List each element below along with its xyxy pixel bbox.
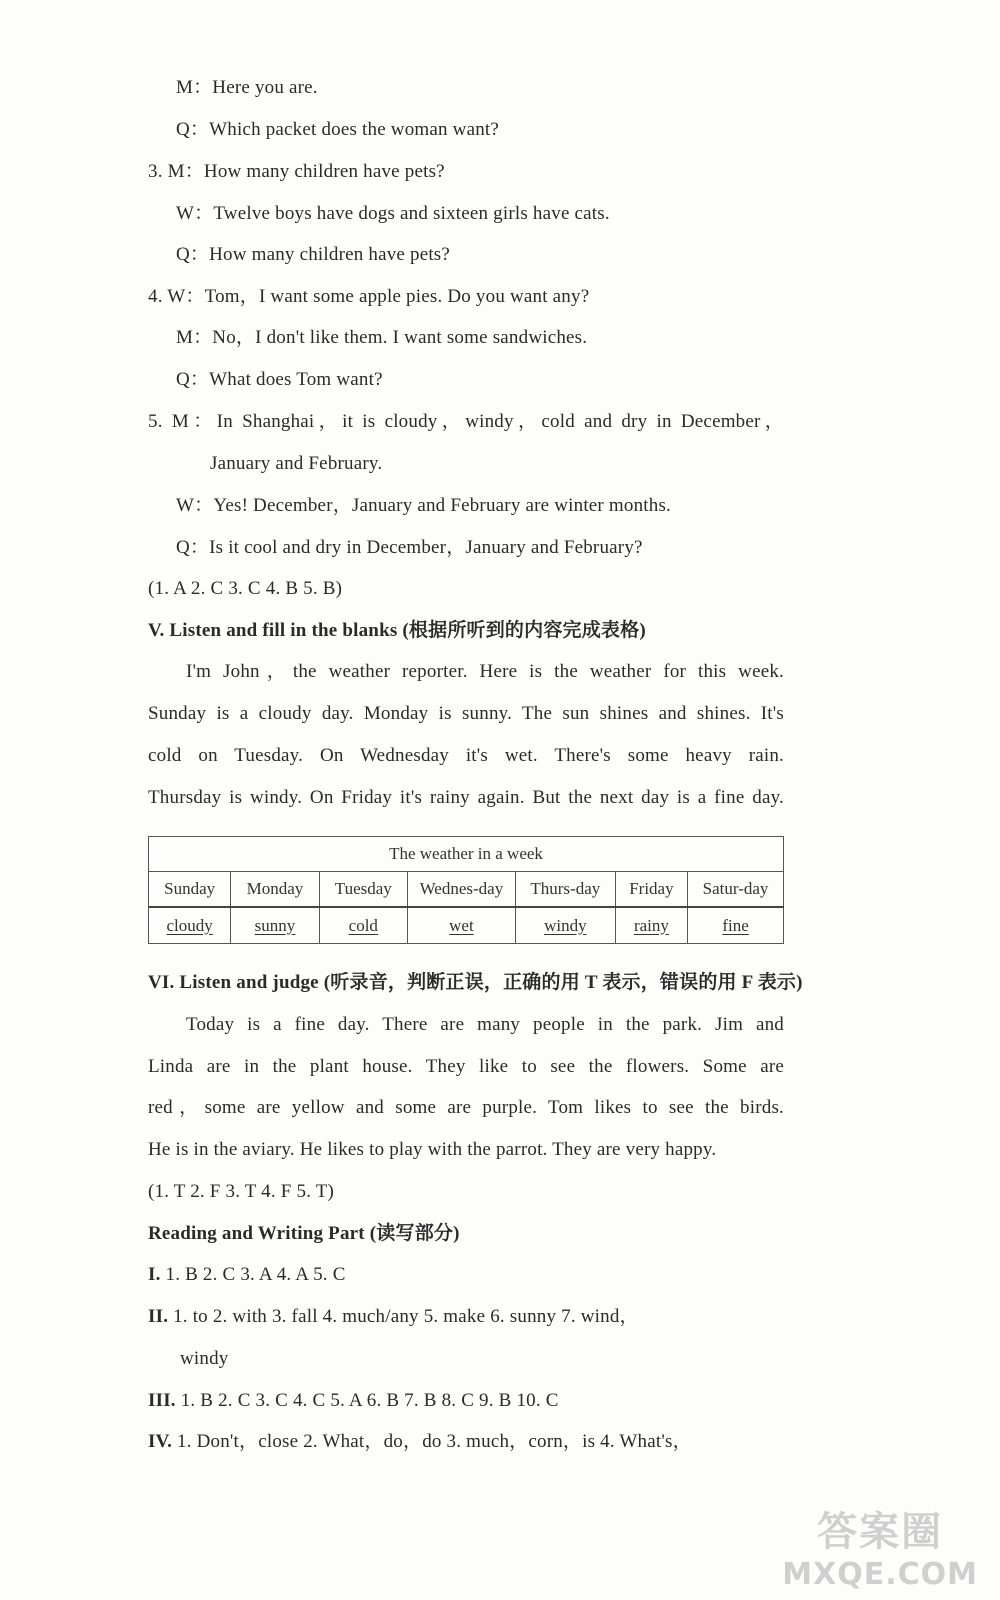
dialogue-line: Q：Which packet does the woman want? (176, 119, 500, 140)
answer-row-ii (148, 1305, 784, 1329)
row-number: II. (148, 1306, 169, 1327)
table-weather-cell (231, 907, 319, 944)
weather-answer: windy (544, 915, 587, 935)
dialogue-line: 5. M：In Shanghai，it is cloudy，windy，cold and dry in December， (148, 411, 784, 432)
table-day-cell: Friday (615, 872, 687, 908)
weather-answer: wet (449, 915, 474, 935)
row-number: I. (148, 1264, 161, 1285)
table-day-cell: Satur-day (688, 872, 784, 908)
answer-row-iii (148, 1389, 559, 1413)
row-answers: 1. B 2. C 3. A 4. A 5. C (165, 1264, 346, 1285)
table-day-cell: Sunday (149, 872, 231, 908)
weather-answer: cold (348, 915, 378, 935)
answer-key-iv: (1. A 2. C 3. C 4. B 5. B) (148, 578, 343, 599)
row-answers: 1. Don't，close 2. What，do，do 3. much，corn，is 4. What's， (176, 1431, 692, 1452)
dialogue-line: 4. W：Tom，I want some apple pies. Do you want any? (148, 286, 590, 307)
dialogue-line: M：Here you are. (176, 77, 318, 98)
dialogue-line: Q：How many children have pets? (176, 244, 451, 265)
passage-line: Today is a fine day. There are many people in the park. Jim and (186, 1014, 784, 1035)
watermark-line2: MXQE.COM (782, 1557, 978, 1592)
answer-row-i (148, 1263, 346, 1287)
answer-row-iv (148, 1430, 692, 1454)
weather-answer: cloudy (166, 915, 213, 935)
weather-answer: sunny (254, 915, 296, 935)
section-v-heading: V. Listen and fill in the blanks (根据所听到的内容完成表格) (148, 620, 646, 641)
table-weather-cell (319, 907, 407, 944)
dialogue-line: January and February. (210, 453, 383, 474)
dialogue-line: Q：Is it cool and dry in December，January and February? (176, 537, 643, 558)
answer-row-ii-cont: windy (180, 1348, 229, 1369)
table-day-cell: Tuesday (319, 872, 407, 908)
dialogue-line: 3. M：How many children have pets? (148, 161, 445, 182)
dialogue-line: W：Twelve boys have dogs and sixteen girls have cats. (176, 203, 610, 224)
watermark-line1: 答案圈 (817, 1509, 944, 1555)
passage-line: I'm John，the weather reporter. Here is the weather for this week. (186, 661, 784, 682)
passage-line: red，some are yellow and some are purple. Tom likes to see the birds. (148, 1097, 784, 1118)
reading-writing-heading: Reading and Writing Part (读写部分) (148, 1223, 460, 1244)
table-weather-cell (615, 907, 687, 944)
passage-line: cold on Tuesday. On Wednesday it's wet. There's some heavy rain. (148, 745, 784, 766)
weather-table (148, 836, 784, 944)
table-day-cell: Thurs-day (515, 872, 615, 908)
row-number: IV. (148, 1431, 173, 1452)
passage-line: Linda are in the plant house. They like to see the flowers. Some are (148, 1056, 784, 1077)
weather-answer: rainy (633, 915, 669, 935)
table-weather-cell (407, 907, 515, 944)
table-day-cell: Monday (231, 872, 319, 908)
passage-line: Sunday is a cloudy day. Monday is sunny. The sun shines and shines. It's (148, 703, 784, 724)
table-weather-cell (515, 907, 615, 944)
table-weather-cell (688, 907, 784, 944)
section-vi-heading: VI. Listen and judge (听录音，判断正误，正确的用 T 表示，错误的用 F 表示) (148, 972, 803, 993)
dialogue-line: W：Yes! December，January and February are winter months. (176, 495, 672, 516)
table-weather-cell (149, 907, 231, 944)
dialogue-line: Q：What does Tom want? (176, 369, 383, 390)
table-day-cell: Wednes-day (407, 872, 515, 908)
table-caption: The weather in a week (149, 837, 784, 872)
passage-line: Thursday is windy. On Friday it's rainy again. But the next day is a fine day. (148, 787, 784, 808)
row-answers: 1. to 2. with 3. fall 4. much/any 5. make 6. sunny 7. wind， (173, 1306, 639, 1327)
weather-answer: fine (722, 915, 749, 935)
answer-key-vi: (1. T 2. F 3. T 4. F 5. T) (148, 1181, 335, 1202)
row-answers: 1. B 2. C 3. C 4. C 5. A 6. B 7. B 8. C 9. B 10. C (180, 1390, 559, 1411)
passage-line: He is in the aviary. He likes to play with the parrot. They are very happy. (148, 1139, 717, 1160)
dialogue-line: M：No，I don't like them. I want some sandwiches. (176, 327, 588, 348)
watermark-logo (782, 1500, 978, 1592)
row-number: III. (148, 1390, 176, 1411)
